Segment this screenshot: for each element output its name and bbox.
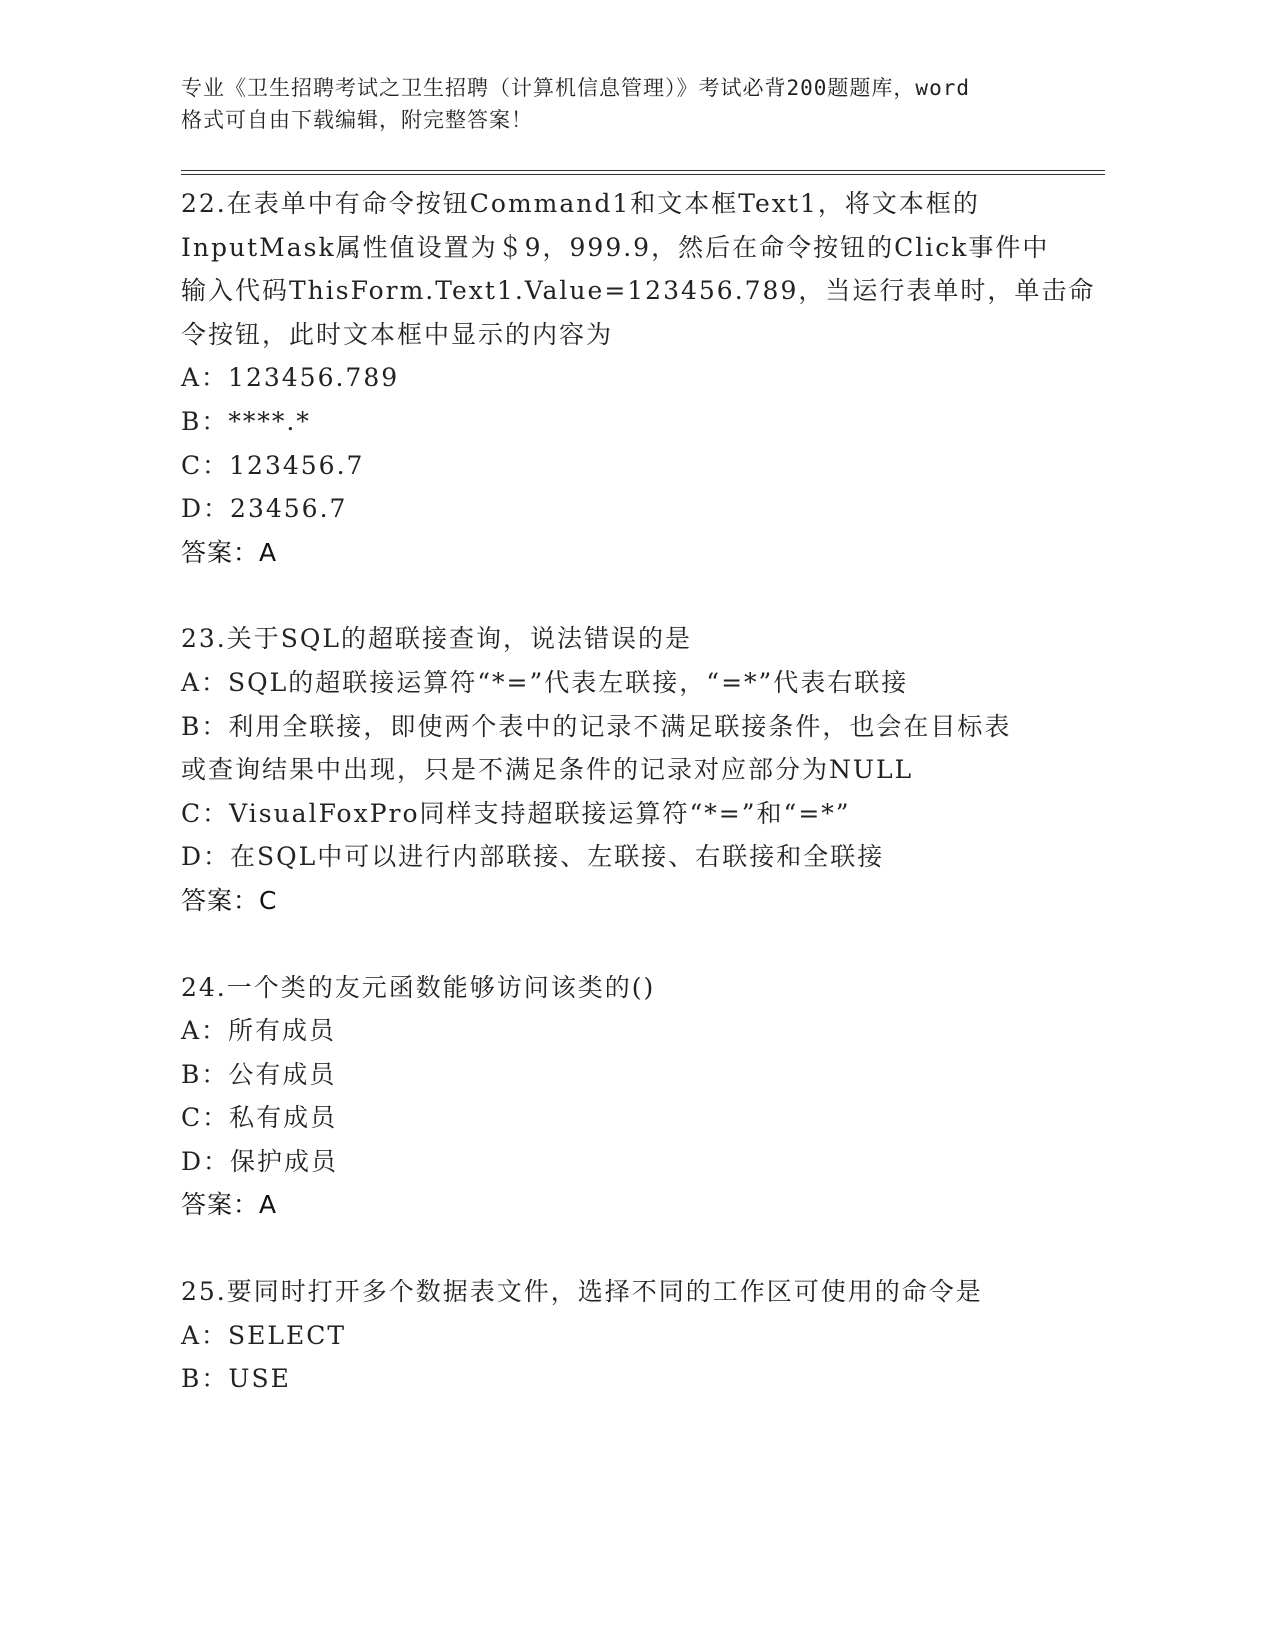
question-list [181, 182, 1096, 1444]
question-text-line: 24.一个类的友元函数能够访问该类的() [181, 972, 656, 1002]
answer-label: 答案：A [181, 537, 278, 567]
question-text-line: InputMask属性值设置为＄9，999.9，然后在命令按钮的Click事件中 [181, 232, 1050, 262]
answer-label: 答案：A [181, 1190, 278, 1220]
option-d: D：23456.7 [181, 494, 348, 524]
question-23 [181, 617, 1081, 922]
answer-label: 答案：C [181, 885, 278, 915]
question-text-line: 22.在表单中有命令按钮Command1和文本框Text1，将文本框的 [181, 189, 980, 218]
question-text-line: 25.要同时打开多个数据表文件，选择不同的工作区可使用的命令是 [181, 1277, 983, 1307]
question-22 [181, 182, 1096, 574]
option-a: A：123456.789 [181, 363, 400, 393]
header-line-1: 专业《卫生招聘考试之卫生招聘（计算机信息管理）》考试必背200题题库，word [181, 76, 970, 100]
option-a: A：所有成员 [181, 1016, 337, 1046]
header-rule-bottom [181, 174, 1105, 175]
option-d: D：在SQL中可以进行内部联接、左联接、右联接和全联接 [181, 842, 885, 872]
option-d: D：保护成员 [181, 1146, 339, 1176]
document-header [181, 72, 1081, 136]
option-a: A：SQL的超联接运算符“*=”代表左联接，“=*”代表右联接 [181, 667, 909, 697]
option-c: C：私有成员 [181, 1103, 338, 1133]
question-25 [181, 1270, 1081, 1401]
option-c: C：123456.7 [181, 450, 365, 480]
question-text-line: 23.关于SQL的超联接查询，说法错误的是 [181, 624, 692, 654]
option-a: A：SELECT [181, 1320, 347, 1350]
option-b: B：USE [181, 1364, 291, 1394]
header-rule-top [181, 170, 1105, 171]
option-b-continued: 或查询结果中出现，只是不满足条件的记录对应部分为NULL [181, 755, 914, 785]
header-line-2: 格式可自由下载编辑，附完整答案！ [181, 108, 533, 132]
option-b: B：****.* [181, 406, 311, 436]
question-24 [181, 966, 1081, 1228]
option-b: B：利用全联接，即使两个表中的记录不满足联接条件，也会在目标表 [181, 711, 1012, 741]
question-text-line: 令按钮，此时文本框中显示的内容为 [181, 319, 614, 349]
question-text-line: 输入代码ThisForm.Text1.Value=123456.789，当运行表单时，单击命 [181, 276, 1096, 306]
option-b: B：公有成员 [181, 1059, 337, 1089]
option-c: C：VisualFoxPro同样支持超联接运算符“*=”和“=*” [181, 798, 851, 828]
